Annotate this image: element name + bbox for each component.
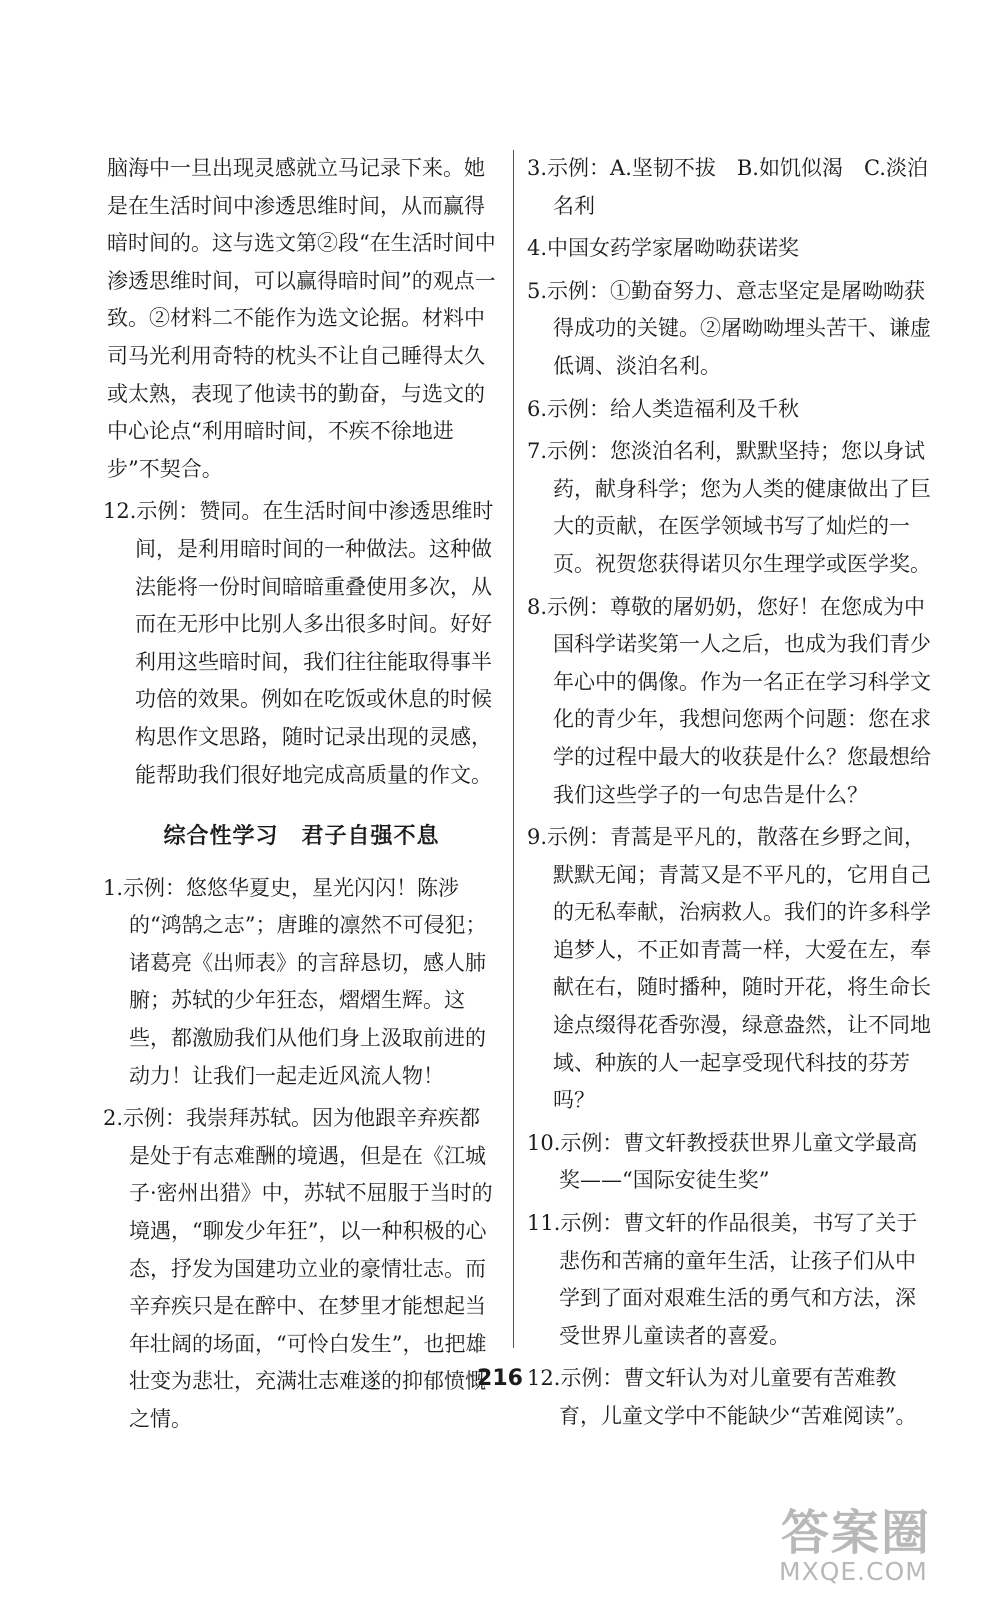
section-answer-9: 9.示例：青蒿是平凡的，散落在乡野之间，默默无闻；青蒿又是不平凡的，它用自己的无私奉献，治病救人。我们的许多科学追梦人，不正如青蒿一样，大爱在左，奉献在右，随时播种，随时开花，将生命长途点缀得花香弥漫，绿意盎然，让不同地域、种族的人一起享受现代科技的芬芳吗？: [527, 825, 931, 1113]
right-column: [527, 150, 933, 1441]
section-answer-7: 7.示例：您淡泊名利，默默坚持；您以身试药，献身科学；您为人类的健康做出了巨大的贡献，在医学领域书写了灿烂的一页。祝贺您获得诺贝尔生理学或医学奖。: [527, 439, 931, 576]
section-answer-11: 11.示例：曹文轩的作品很美，书写了关于悲伤和苦痛的童年生活，让孩子们从中学到了面对艰难生活的勇气和方法，深受世界儿童读者的喜爱。: [527, 1211, 918, 1348]
section-answer-2: 2.示例：我崇拜苏轼。因为他跟辛弃疾都是处于有志难酬的境遇，但是在《江城子·密州出猎》中，苏轼不屈服于当时的境遇，“聊发少年狂”，以一种积极的心态，抒发为国建功立业的豪情壮志。而辛弃疾只是在醉中、在梦里才能想起当年壮阔的场面，“可怜白发生”，也把雄壮变为悲壮，充满壮志难遂的抑郁愤慨之情。: [103, 1106, 493, 1431]
answer-11-continuation: 脑海中一旦出现灵感就立马记录下来。她是在生活时间中渗透思维时间，从而赢得暗时间的。这与选文第②段“在生活时间中渗透思维时间，可以赢得暗时间”的观点一致。②材料二不能作为选文论据。材料中司马光利用奇特的枕头不让自己睡得太久或太熟，表现了他读书的勤奋，与选文的中心论点“利用暗时间，不疾不徐地进步”不契合。: [107, 156, 496, 481]
section-answer-1: 1.示例：悠悠华夏史，星光闪闪！陈涉的“鸿鹄之志”；唐雎的凛然不可侵犯；诸葛亮《出师表》的言辞恳切，感人肺腑；苏轼的少年狂态，熠熠生辉。这些，都激励我们从他们身上汲取前进的动力！让我们一起走近风流人物！: [103, 875, 487, 1088]
section-answer-6: 6.示例：给人类造福利及千秋: [527, 396, 800, 421]
section-answer-5: 5.示例：①勤奋努力、意志坚定是屠呦呦获得成功的关键。②屠呦呦埋头苦干、谦虚低调、淡泊名利。: [527, 278, 931, 378]
section-answer-4: 4.中国女药学家屠呦呦获诺奖: [527, 236, 800, 261]
watermark-url: MXQE.COM: [779, 1557, 928, 1586]
watermark-logo: [773, 1494, 978, 1586]
section-answer-3: 3.示例：A.坚韧不拔 B.如饥似渴 C.淡泊名利: [527, 156, 928, 218]
answer-12-left: 12.示例：赞同。在生活时间中渗透思维时间，是利用暗时间的一种做法。这种做法能将一份时间暗暗重叠使用多次，从而在无形中比别人多出很多时间。好好利用这些暗时间，我们往往能取得事半功倍的效果。例如在吃饭或休息的时候构思作文思路，随时记录出现的灵感，能帮助我们很好地完成高质量的作文。: [103, 499, 494, 787]
column-divider: [513, 150, 514, 1348]
section-answer-8: 8.示例：尊敬的屠奶奶，您好！在您成为中国科学诺奖第一人之后，也成为我们青少年心中的偶像。作为一名正在学习科学文化的青少年，我想问您两个问题：您在求学的过程中最大的收获是什么？您最想给我们这些学子的一句忠告是什么？: [527, 594, 931, 807]
section-answer-12: 12.示例：曹文轩认为对儿童要有苦难教育，儿童文学中不能缺少“苦难阅读”。: [527, 1366, 917, 1428]
page-number: 216: [477, 1366, 523, 1391]
section-answer-10: 10.示例：曹文轩教授获世界儿童文学最高奖——“国际安徒生奖”: [527, 1130, 918, 1193]
watermark-text: 答案圈: [781, 1505, 932, 1561]
section-title: 综合性学习 君子自强不息: [163, 824, 440, 850]
left-column: [103, 150, 500, 1444]
